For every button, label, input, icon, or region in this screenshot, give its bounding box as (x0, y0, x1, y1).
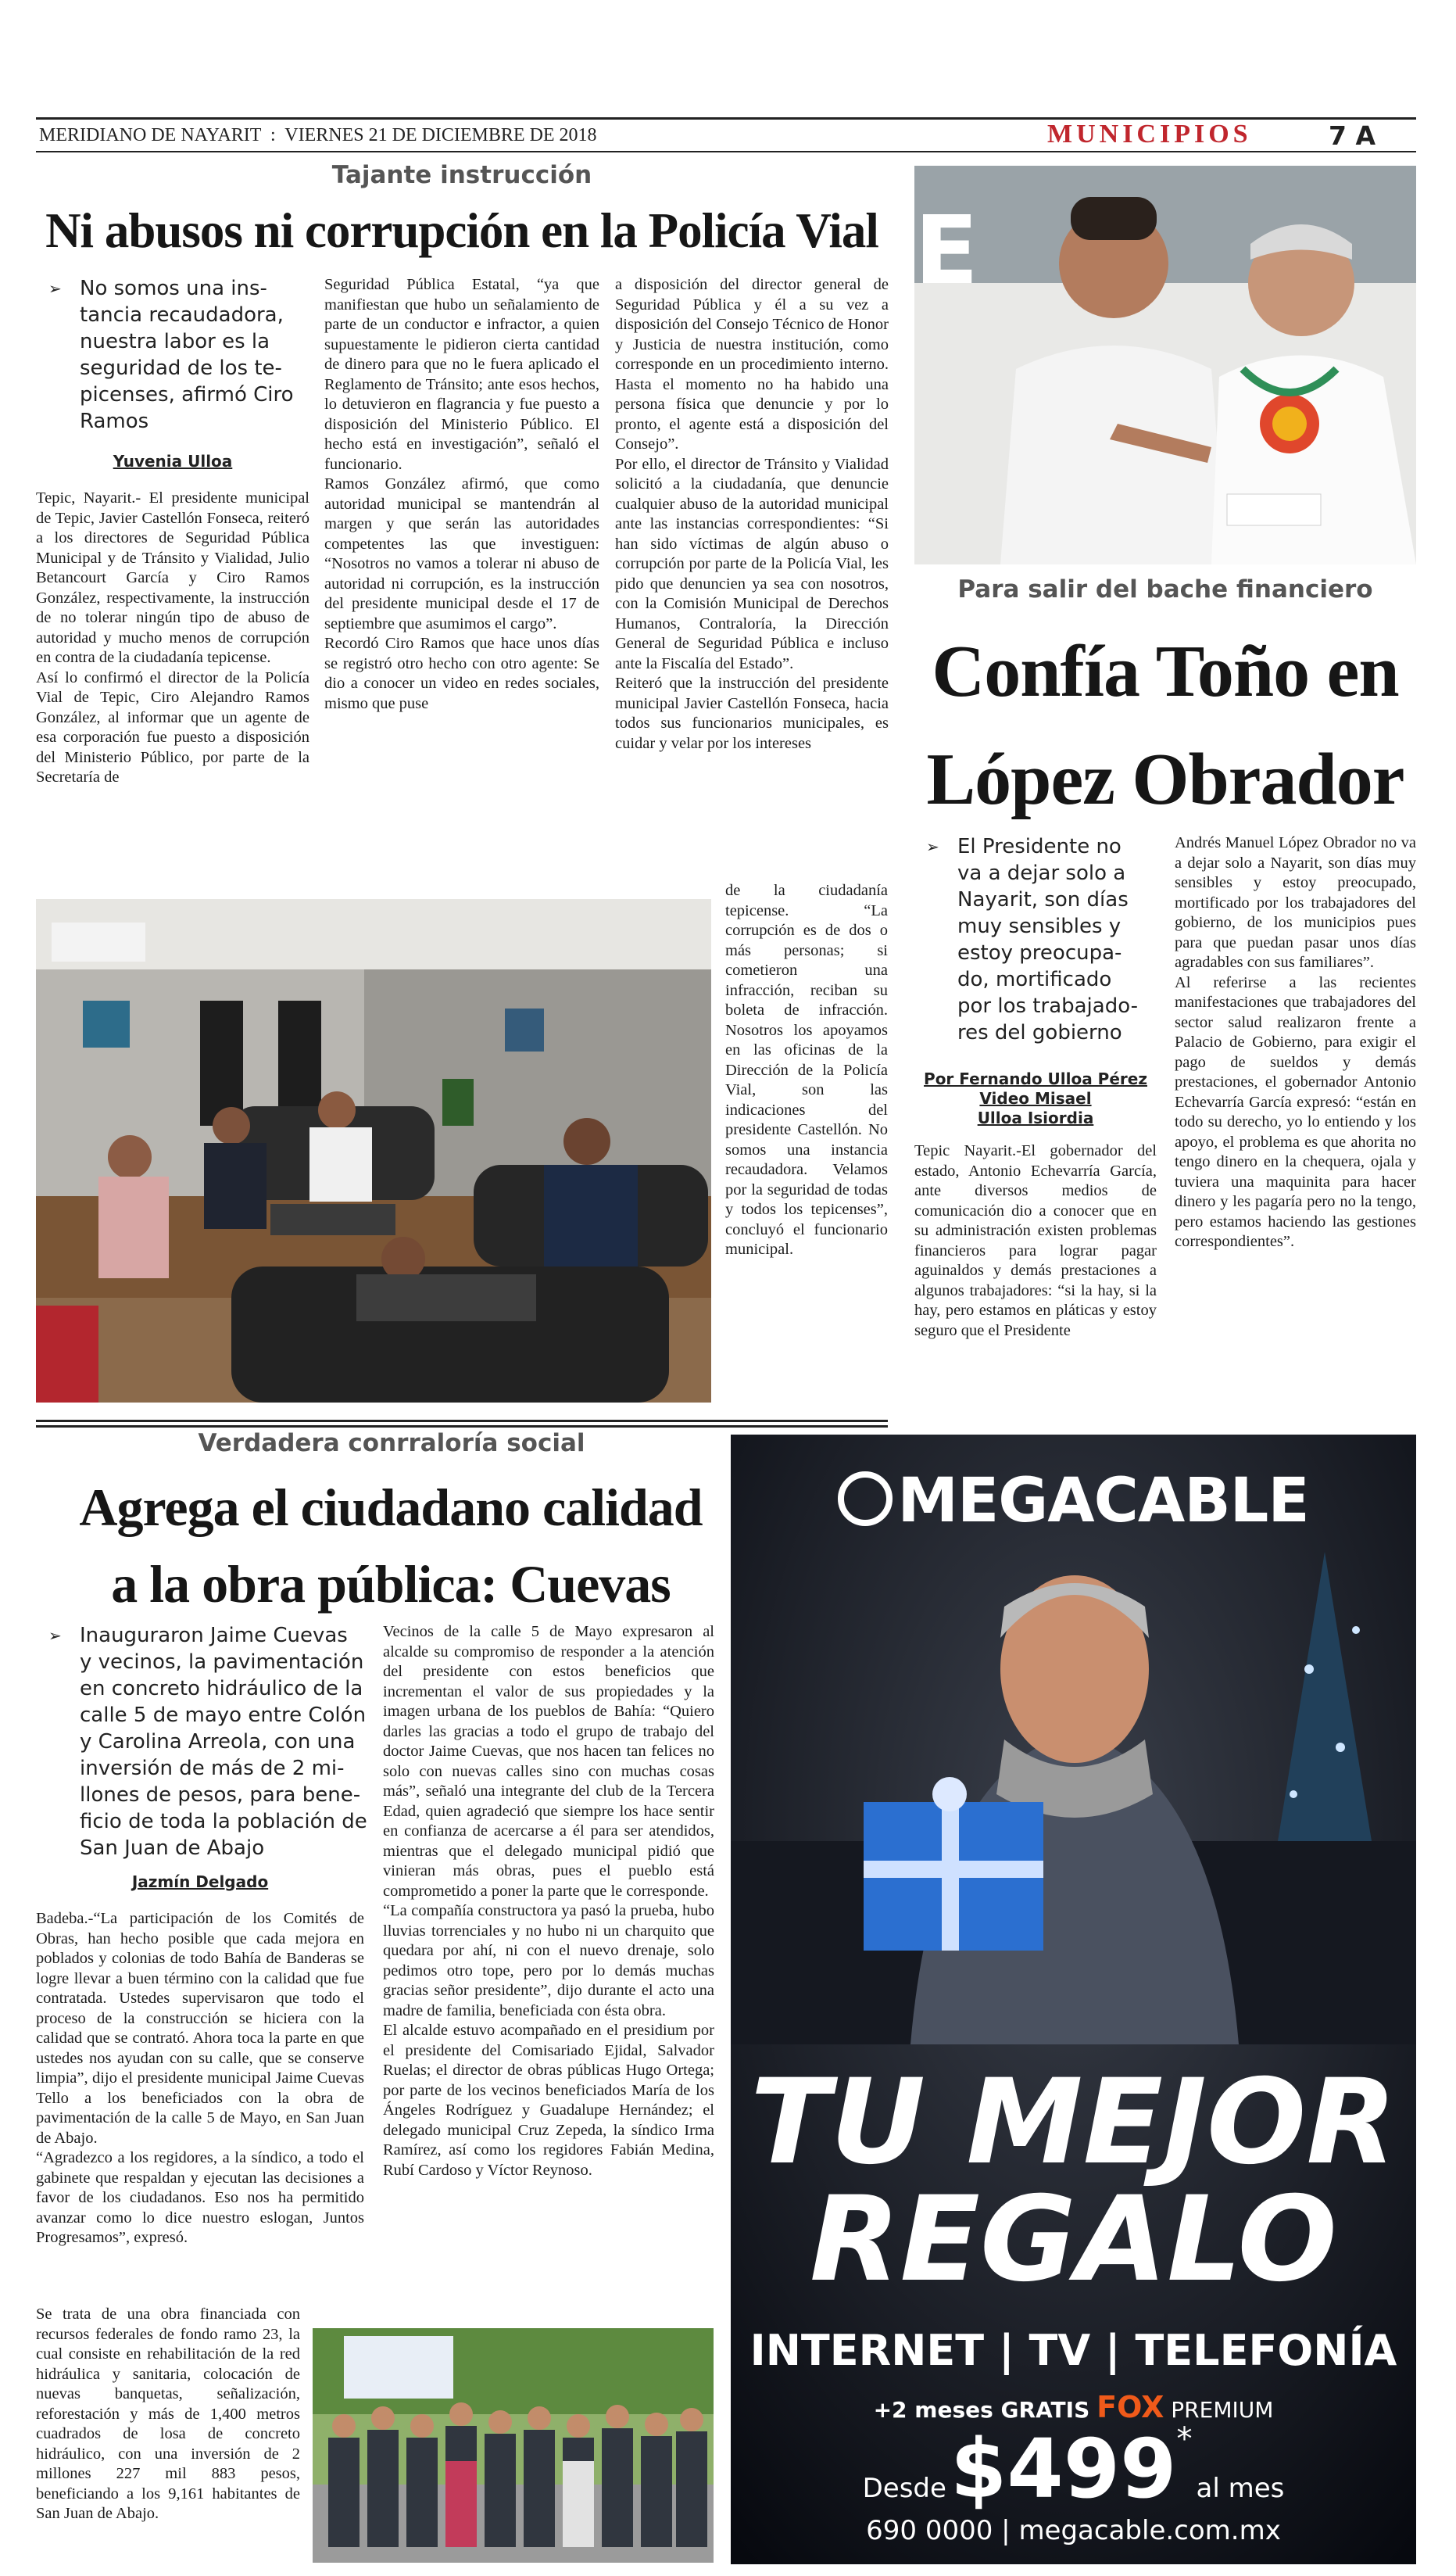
article3-kicker: Verdadera conrraloría social (198, 1429, 585, 1457)
svg-text:E: E (914, 197, 978, 306)
article1-column-3: a disposición del director general de Seguridad Pública y él a su vez a disposición del Consejo Técnico de Honor y Justicia de nuestra institución, como corresponde en un procedimiento interno. Hasta el momento no ha habido una persona física que denuncie y por lo pronto, el agente está a disposición del Consejo”. Por ello, el director de Tránsito y Vialidad solicitó a la ciudadanía, que denuncie cualquier abuso de la autoridad municipal ante las instancias correspondientes: “Si han sido víctimas de algún abuso o corrupción por parte de la Policía Vial, les pido que denuncien ya sea con nosotros, con la Comisión Municipal de Derechos Humanos, Contraloría, la Dirección General de Seguridad Pública e incluso ante la Fiscalía del Estado”. Reiteró que la instrucción del presidente municipal Javier Castellón Fonseca, hacia todos sus funcionarios municipales, es cuidar y velar por los intereses (615, 276, 889, 752)
article3-byline: Jazmín Delgado (131, 1872, 269, 1891)
ad-headline-2: REGALO (810, 2172, 1337, 2308)
article1-byline: Yuvenia Ulloa (113, 452, 233, 471)
article3-bullet-text: Inauguraron Jaime Cuevas y vecinos, la pavimentación en concreto hidráulico de la calle 5 de mayo entre Colón y Carolina Arreola, con una inversión de más de 2 mi- llones de pesos, para bene- ficio de toda la población de San Juan de Abajo (80, 1624, 367, 1860)
article2-column-2: Andrés Manuel López Obrador no va a dejar solo a Nayarit, son días muy sensibles y estoy preocupado, mortificado por los trabajadores del gobierno, de los municipios pues para que puedan pasar unos días agradables con sus familiares”. Al referirse a las recientes manifestaciones que trabajadores del sector salud realizaron frente a Palacio de Gobierno, para exigir el pago de sueldos y demás prestaciones, el gobernador Antonio Echevarría García expresó: “están en todo su derecho, yo lo entiendo y los apoyo, el problema es que ahorita no tengo dinero en la chequera, ojala y tuviera una maquinita para hacer dinero y les pagaría pero no la tengo, pero estamos haciendo las gestiones correspondientes”. (1175, 834, 1416, 1250)
article3-column-2: Vecinos de la calle 5 de Mayo expresaron al alcalde su compromiso de responder a la atención del presidente con estos beneficios que incrementan el valor de sus propiedades y la imagen urbana de los pueblos de Bahía: “Quiero darles las gracias a todo el grupo de trabajo del doctor Jaime Cuevas, que nos hacen tan felices no solo con nuevas calles sino con muchas cosas más”, señaló una integrante del club de la Tercera Edad, quien agradeció que siempre los hace sentir en confianza de acercarse a él para ser atendidos, mientras que el delegado municipal pidió que vinieran más obras, pues el pueblo está comprometido a poner la parte que le corresponde. “La compañía constructora ya pasó la prueba, hubo lluvias torrenciales y no hubo ni un charquito que quedara por ahí, ni con el nuevo drenaje, solo pedimos otro tope, pero por lo demás muchas gracias señor presidente”, dijo durante el acto una madre de familia, beneficiada con ésta obra. El alcalde estuvo acompañado en el presidium por el presidente del Comisariado Ejidal, Salvador Ruelas; el director de obras públicas Hugo Ortega; por parte de los vecinos beneficiados María de los Ángeles Rodríguez y Guadalupe Hernández; el delegado municipal Cruz Zepeda, la síndico Irma Ramírez, así como los regidores Fabián Medina, Rubí Cardoso y Víctor Reynoso. (383, 1623, 714, 2179)
megacable-advertisement[interactable] (731, 1435, 1416, 2564)
section-title: MUNICIPIOS (1047, 120, 1252, 149)
article1-photo-meeting (36, 899, 711, 1403)
folio-line: MERIDIANO DE NAYARIT : VIERNES 21 DE DICIEMBRE DE 2018 (39, 125, 597, 145)
megacable-logo-icon (838, 1471, 893, 1526)
article2-bullet-text: El Presidente no va a dejar solo a Nayarit, son días muy sensibles y estoy preocupa- do, mortificado por los trabajado- res del gobierno (957, 835, 1138, 1044)
header-bottom-rule (36, 151, 1416, 152)
article2-bullet (926, 833, 1161, 1046)
article1-bullet (48, 275, 306, 435)
ad-contact[interactable]: 690 0000 | megacable.com.mx (866, 2515, 1281, 2546)
ad-logo: MEGACABLE (731, 1466, 1416, 1536)
article3-bullet (48, 1622, 377, 1861)
arrow-bullet-icon: ➢ (48, 279, 62, 298)
ad-price: Desde $499* al mes (862, 2421, 1285, 2517)
article2-column-1: Tepic Nayarit.-El gobernador del estado, Antonio Echevarría García, ante diversos medios de comunicación dio a conocer que en su administración existen problemas financieros para lograr pagar aguinaldos y demás prestaciones a algunos trabajadores: “si la hay, si la hay, pero estamos en pláticas y estoy seguro que el Presidente (914, 1142, 1157, 1339)
article2-headline-line2: López Obrador (926, 739, 1404, 820)
article1-bottom-rule-2 (36, 1425, 888, 1428)
article1-headline: Ni abusos ni corrupción en la Policía Vial (45, 203, 878, 258)
article3-headline-line2: a la obra pública: Cuevas (111, 1554, 671, 1614)
arrow-bullet-icon: ➢ (926, 837, 939, 856)
article2-kicker: Para salir del bache financiero (957, 575, 1373, 604)
article2-byline: Por Fernando Ulloa Pérez Video Misael Ulloa Isiordia (924, 1069, 1147, 1127)
article3-column-1: Badeba.-“La participación de los Comités de Obras, han hecho posible que cada mejora en poblados y colonias de todo Bahía de Banderas se logre llevar a buen término con la calidad que fue contratada. Ustedes supervisaron que todo el proceso de la construcción se hiciera con la calidad que se contrató. Ahora toca la parte en que ustedes nos ayudan con su calle, que se conserve limpia”, dijo el presidente municipal Jaime Cuevas Tello a los beneficiados con la obra de pavimentación de la calle 5 de Mayo, en San Juan de Abajo. “Agradezco a los regidores, a la síndico, a todo el gabinete que respaldan y ejecutan las decisiones a favor de los ciudadanos. Eso nos ha permitido avanzar como lo dice nuestro eslogan, Juntos Progresamos”, expresó. (36, 1910, 364, 2246)
article3-headline-line1: Agrega el ciudadano calidad (79, 1478, 703, 1537)
article1-column-4: de la ciudadanía tepicense. “La corrupción es de dos o más personas; si cometieron una infracción, reciban su boleta de infracción. Nosotros los apoyamos en las oficinas de la Dirección de la Policía Vial, son las indicaciones del presidente Castellón. No somos una instancia recaudadora. Velamos por la seguridad de todas y todos los tepicenses”, concluyó el funcionario municipal. (725, 882, 888, 1258)
arrow-bullet-icon: ➢ (48, 1626, 62, 1645)
article2-photo-governor-president (914, 166, 1416, 564)
article1-bullet-text: No somos una ins- tancia recaudadora, nuestra labor es la seguridad de los te- picenses, afirmó Ciro Ramos (80, 277, 294, 433)
ad-services: INTERNET | TV | TELEFONÍA (749, 2326, 1397, 2375)
article1-column-1: Tepic, Nayarit.- El presidente municipal de Tepic, Javier Castellón Fonseca, reiteró a los directores de Seguridad Pública Municipal y de Tránsito y Vialidad, Julio Betancourt García y Ciro Ramos González, respectivamente, la instrucción de no tolerar ningún tipo de abuso de autoridad y mucho menos de corrupción en contra de la ciudadanía tepicense. Así lo confirmó el director de la Policía Vial de Tepic, Ciro Alejandro Ramos González, al informar que un agente de esa corporación fue puesto a disposición del Ministerio Público, por parte de la Secretaría de (36, 489, 309, 786)
article1-kicker: Tajante instrucción (331, 161, 592, 189)
article3-photo-residents (313, 2328, 714, 2563)
page-number: 7 A (1329, 120, 1376, 151)
article1-bottom-rule (36, 1420, 888, 1422)
article3-column-1-continued: Se trata de una obra financiada con recursos federales de fondo ramo 23, la cual consiste en rehabilitación de la red hidráulica y sanitaria, colocación de nuevas banquetas, señalización, reforestación y más de 1,400 metros cuadrados de losa de concreto hidráulico, con una inversión de 2 millones 227 mil 883 pesos, beneficiando a los 9,161 habitantes de San Juan de Abajo. (36, 2306, 300, 2522)
article2-headline-line1: Confía Toño en (932, 631, 1399, 712)
article1-column-2: Seguridad Pública Estatal, “ya que manifiestan que hubo un señalamiento de parte de un conductor e infractor, a quien supuestamente le pidieron cierta cantidad de dinero para que no le fuera aplicado el Reglamento de Tránsito; ante esos hechos, lo detuvieron en flagrancia y fue puesto a disposición del Ministerio Público. El hecho está en investigación”, señaló el funcionario. Ramos González afirmó, que como autoridad municipal se mantendrán al margen y que serán las autoridades competentes las que investiguen: “Nosotros no vamos a tolerar ni abuso de autoridad ni corrupción, es la instrucción del presidente municipal desde el 17 de septiembre que asumimos el cargo”. Recordó Ciro Ramos que hace unos días se registró otro hecho con otro agente: Se dio a conocer un video en redes sociales, mismo que puse (324, 276, 599, 712)
ad-promo: +2 meses GRATIS FOX PREMIUM (873, 2390, 1274, 2424)
ad-headline-1: TU MEJOR (750, 2055, 1397, 2191)
